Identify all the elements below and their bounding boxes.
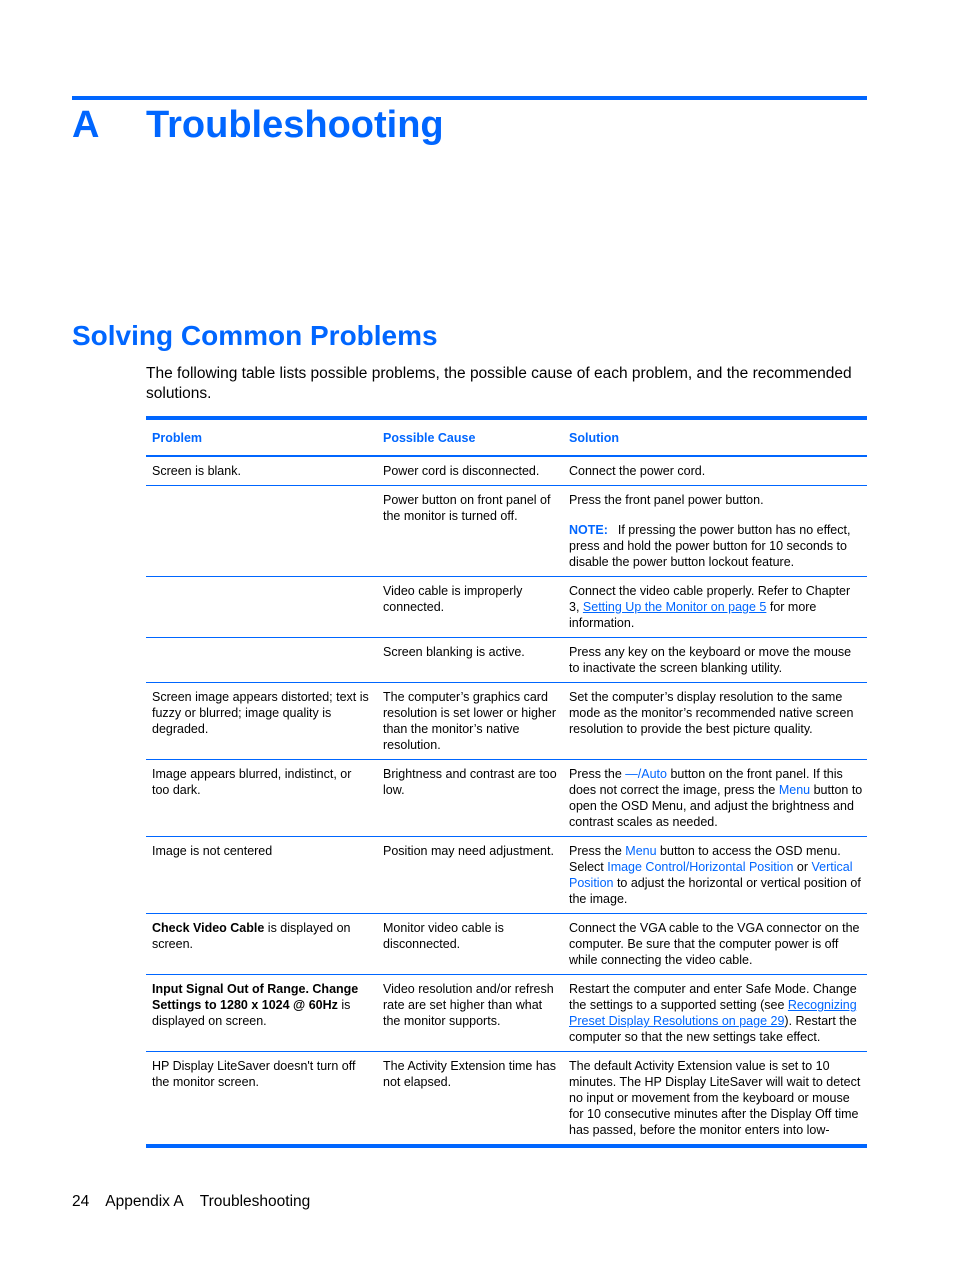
table-header-row	[146, 418, 867, 456]
page-number: 24	[72, 1193, 90, 1210]
solution-text: for more information.	[569, 600, 817, 630]
cause-cell: Brightness and contrast are too low.	[377, 760, 563, 837]
preset-resolutions-link[interactable]: Recognizing Preset Display Resolutions on page 29	[569, 998, 857, 1028]
table-row	[146, 760, 867, 837]
solution-text: button to open the OSD Menu, and adjust the brightness and contrast scales as needed.	[569, 783, 863, 829]
problem-cell	[146, 486, 377, 577]
chapter-top-rule	[72, 96, 867, 100]
cause-cell: Power button on front panel of the monitor is turned off.	[377, 486, 563, 577]
solution-text: ). Restart the computer so that the new settings take effect.	[569, 1014, 857, 1044]
solution-cell	[563, 486, 867, 577]
chapter-letter: A	[72, 104, 100, 146]
solution-text: Restart the computer and enter Safe Mode. Change the settings to a supported setting (see	[569, 982, 857, 1012]
solution-cell	[563, 577, 867, 638]
section-title: Solving Common Problems	[72, 320, 438, 351]
table-row	[146, 1052, 867, 1147]
problem-bold-text: Input Signal Out of Range. Change Settings to 1280 x 1024 @ 60Hz	[152, 982, 359, 1012]
problem-cell: Image appears blurred, indistinct, or too dark.	[146, 760, 377, 837]
solution-cell: Connect the power cord.	[563, 456, 867, 486]
header-possible-cause: Possible Cause	[383, 431, 476, 445]
vertical-position-term: Vertical Position	[569, 860, 853, 890]
cause-cell: The Activity Extension time has not elapsed.	[377, 1052, 563, 1147]
solution-text: or	[793, 860, 812, 874]
table-row	[146, 577, 867, 638]
solution-text: Press the	[569, 767, 626, 781]
intro-paragraph: The following table lists possible problems, the possible cause of each problem, and the recommended solutions.	[146, 365, 852, 402]
problem-text: is displayed on screen.	[152, 921, 351, 951]
footer-title: Troubleshooting	[199, 1193, 311, 1210]
table-row	[146, 456, 867, 486]
problem-cell	[146, 638, 377, 683]
solution-text: button to access the OSD menu. Select	[569, 844, 841, 874]
cause-cell: The computer’s graphics card resolution is set lower or higher than the monitor’s native resolution.	[377, 683, 563, 760]
solution-cell: Press any key on the keyboard or move the mouse to inactivate the screen blanking utility.	[563, 638, 867, 683]
troubleshooting-table	[146, 416, 867, 1148]
cause-cell: Video cable is improperly connected.	[377, 577, 563, 638]
horizontal-position-term: Image Control/Horizontal Position	[607, 860, 794, 874]
menu-button-term: Menu	[625, 844, 657, 858]
page-footer	[72, 1192, 326, 1212]
setting-up-monitor-link[interactable]: Setting Up the Monitor on page 5	[582, 600, 767, 614]
problem-cell: Screen image appears distorted; text is fuzzy or blurred; image quality is degraded.	[146, 683, 377, 760]
note-block	[569, 522, 863, 570]
solution-cell: Set the computer’s display resolution to the same mode as the monitor’s recommended native screen resolution to provide the best picture quality.	[563, 683, 867, 760]
solution-text: to adjust the horizontal or vertical position of the image.	[569, 876, 861, 906]
solution-text: Press the front panel power button.	[569, 493, 764, 507]
problem-cell: Image is not centered	[146, 837, 377, 914]
solution-text: button on the front panel. If this does not correct the image, press the	[569, 767, 843, 797]
solution-text: Connect the video cable properly. Refer to Chapter 3,	[569, 584, 851, 614]
table-row	[146, 837, 867, 914]
solution-cell	[563, 837, 867, 914]
menu-button-term: Menu	[778, 783, 811, 797]
note-text: If pressing the power button has no effect, press and hold the power button for 10 seconds to disable the power button lockout feature.	[569, 523, 851, 569]
problem-cell	[146, 577, 377, 638]
note-label: NOTE:	[569, 523, 608, 537]
header-problem: Problem	[152, 431, 203, 445]
problem-cell: HP Display LiteSaver doesn't turn off the monitor screen.	[146, 1052, 377, 1147]
solution-cell: The default Activity Extension value is set to 10 minutes. The HP Display LiteSaver will wait to detect no input or movement from the keyboard or mouse for 10 consecutive minutes after the Display Off time has passed, before the monitor enters into low-	[563, 1052, 867, 1147]
table-row	[146, 975, 867, 1052]
cause-cell: Screen blanking is active.	[377, 638, 563, 683]
solution-cell	[563, 975, 867, 1052]
chapter-title: Troubleshooting	[146, 104, 444, 146]
problem-cell	[146, 914, 377, 975]
solution-cell: Connect the VGA cable to the VGA connector on the computer. Be sure that the computer power is off while connecting the video cable.	[563, 914, 867, 975]
problem-cell: Screen is blank.	[146, 456, 377, 486]
cause-cell: Monitor video cable is disconnected.	[377, 914, 563, 975]
table-row	[146, 683, 867, 760]
cause-cell: Video resolution and/or refresh rate are set higher than what the monitor supports.	[377, 975, 563, 1052]
header-solution: Solution	[569, 431, 619, 445]
table-row	[146, 486, 867, 577]
auto-button-term: —/Auto	[625, 767, 667, 781]
cause-cell: Power cord is disconnected.	[377, 456, 563, 486]
solution-cell	[563, 760, 867, 837]
table-row	[146, 914, 867, 975]
problem-text: is displayed on screen.	[152, 998, 351, 1028]
problem-cell	[146, 975, 377, 1052]
cause-cell: Position may need adjustment.	[377, 837, 563, 914]
footer-appendix: Appendix A	[105, 1193, 184, 1210]
problem-bold-text: Check Video Cable	[152, 921, 265, 935]
solution-text: Press the	[569, 844, 626, 858]
table-row	[146, 638, 867, 683]
